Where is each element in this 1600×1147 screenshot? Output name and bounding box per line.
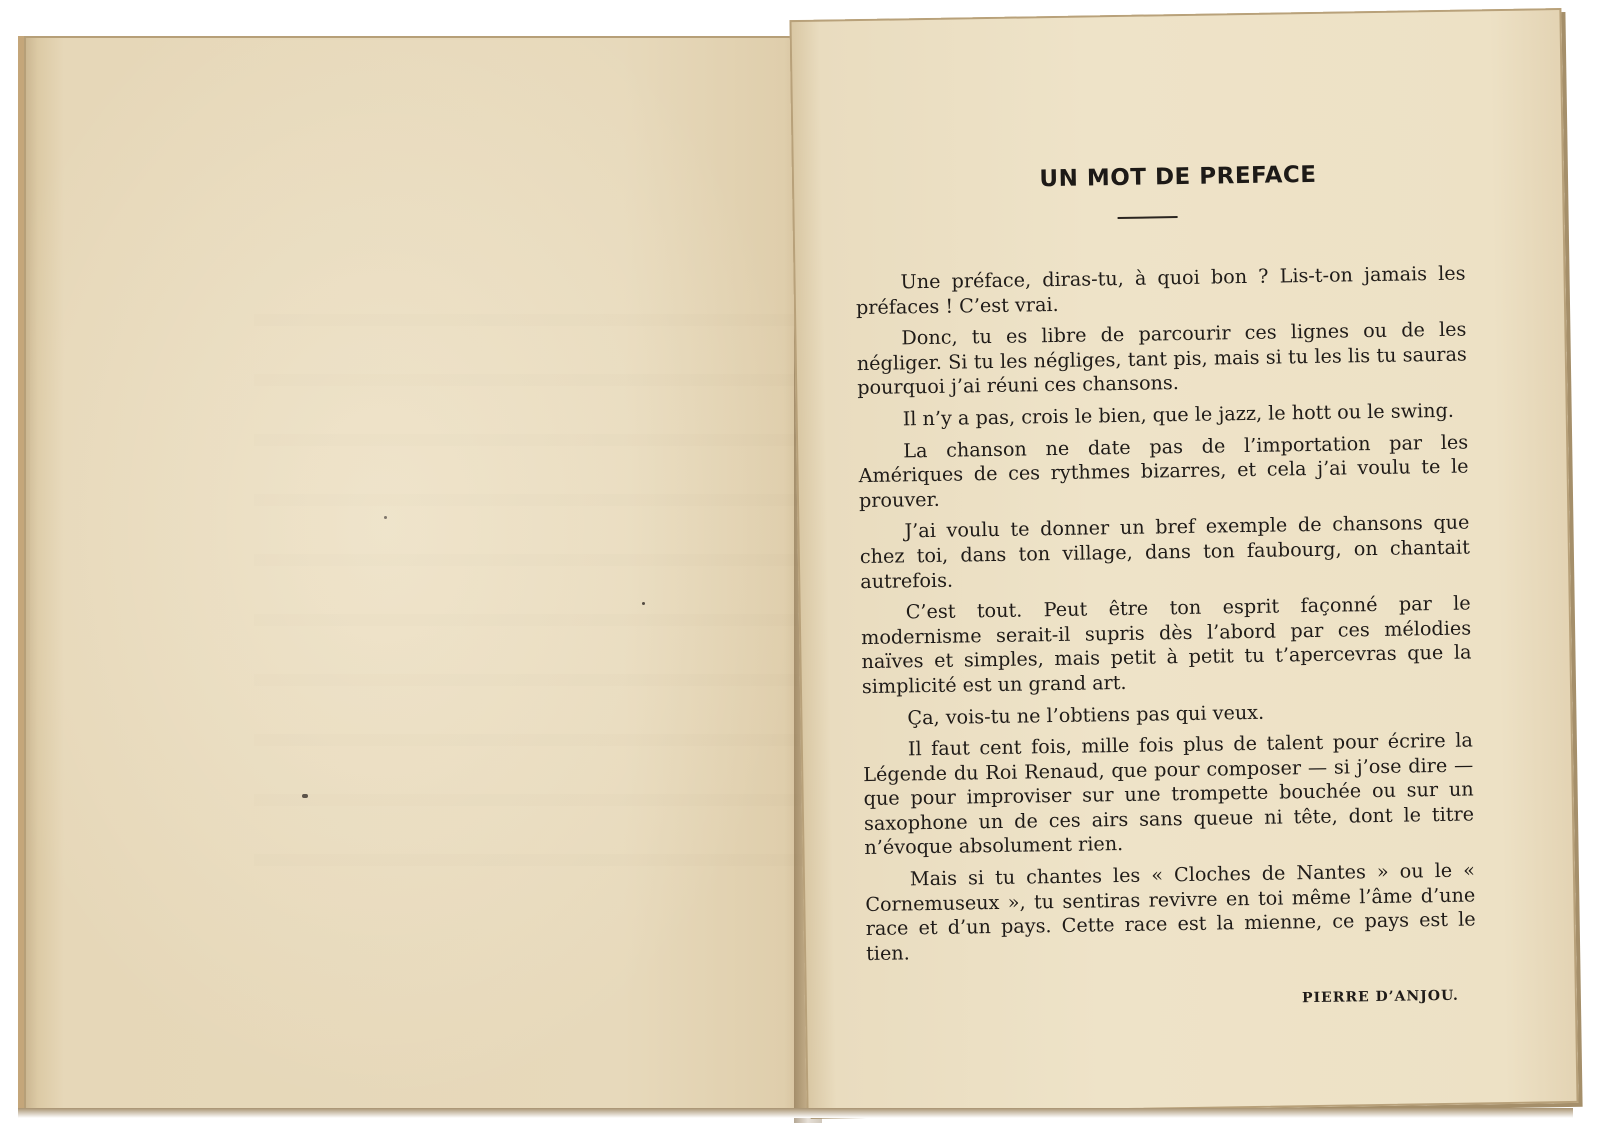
paper-speck <box>302 794 308 798</box>
preface-text <box>855 262 1476 974</box>
author-signature: PIERRE D’ANJOU. <box>1301 987 1459 1007</box>
left-page <box>18 36 819 1116</box>
paper-speck <box>642 602 645 605</box>
title-rule <box>1118 216 1178 219</box>
paragraph: La chanson ne date pas de l’importation par les Amériques de ces rythmes bizarres, et cela j’ai voulu te le prouver. <box>858 430 1469 512</box>
paragraph: Il n’y a pas, crois le bien, que le jazz, le hott ou le swing. <box>902 398 1455 431</box>
paragraph: Donc, tu es libre de parcourir ces lignes ou de les négliger. Si tu les négliges, tant pis, mais si tu les lis tu sauras pourquoi j’ai réuni ces chansons. <box>856 317 1467 400</box>
paragraph: Ça, vois-tu ne l’obtiens pas qui veux. <box>907 700 1265 729</box>
open-book <box>18 14 1583 1132</box>
paragraph: Il faut cent fois, mille fois plus de talent pour écrire la Légende du Roi Renaud, que pour composer — si j’ose dire — que pour improviser sur une trompette bouchée ou sur un saxophone un de ces airs sans queue ni tête, dont le titre n’évoque absolument rien. <box>863 728 1475 860</box>
paragraph: C’est tout. Peut être ton esprit façonné par le modernisme serait-il supris dès l’abord par ces mélodies naïves et simples, mais petit à petit tu t’apercevras que la simplicité est un grand art. <box>860 591 1472 698</box>
bleed-through-text <box>254 266 814 866</box>
paper-speck <box>384 516 387 519</box>
paragraph: Une préface, diras-tu, à quoi bon ? Lis-t-on jamais les préfaces ! C’est vrai. <box>855 261 1466 319</box>
paragraph: Mais si tu chantes les « Cloches de Nantes » ou le « Cornemuseux », tu sentiras revivre en toi même l’âme d’une race et d’un pays. Cette race est la mienne, ce pays est le tien. <box>865 858 1476 965</box>
paragraph: J’ai voulu te donner un bref exemple de chansons que chez toi, dans ton village, dans ton faubourg, on chantait autrefois. <box>859 510 1470 593</box>
page-title: UN MOT DE PREFACE <box>1039 161 1317 193</box>
page-edge-shadow <box>18 1108 1573 1118</box>
right-page <box>789 8 1578 1115</box>
